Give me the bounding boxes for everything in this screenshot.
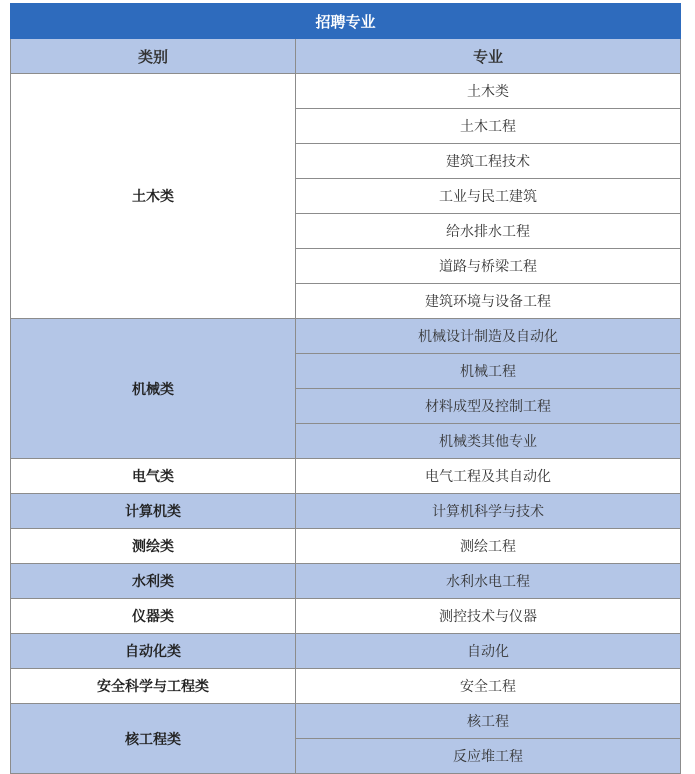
major-cell: 工业与民工建筑 (296, 179, 681, 214)
major-cell: 道路与桥梁工程 (296, 249, 681, 284)
major-cell: 反应堆工程 (296, 739, 681, 774)
major-cell: 机械类其他专业 (296, 424, 681, 459)
category-cell: 电气类 (11, 459, 296, 494)
category-cell: 计算机类 (11, 494, 296, 529)
table-row (11, 319, 681, 354)
recruitment-majors-table (10, 3, 681, 774)
category-cell: 仪器类 (11, 599, 296, 634)
table-header-row (11, 39, 681, 74)
category-cell: 土木类 (11, 74, 296, 319)
table-row (11, 529, 681, 564)
column-header-major: 专业 (296, 39, 681, 74)
table-body (11, 74, 681, 774)
table-row (11, 669, 681, 704)
major-cell: 水利水电工程 (296, 564, 681, 599)
major-cell: 电气工程及其自动化 (296, 459, 681, 494)
category-cell: 核工程类 (11, 704, 296, 774)
table-row (11, 564, 681, 599)
category-cell: 安全科学与工程类 (11, 669, 296, 704)
table-title: 招聘专业 (11, 4, 681, 39)
major-cell: 计算机科学与技术 (296, 494, 681, 529)
major-cell: 土木类 (296, 74, 681, 109)
major-cell: 建筑工程技术 (296, 144, 681, 179)
major-cell: 土木工程 (296, 109, 681, 144)
column-header-category: 类别 (11, 39, 296, 74)
table-row (11, 634, 681, 669)
table-title-row (11, 4, 681, 39)
table-row (11, 459, 681, 494)
major-cell: 测控技术与仪器 (296, 599, 681, 634)
table-row (11, 494, 681, 529)
major-cell: 给水排水工程 (296, 214, 681, 249)
category-cell: 自动化类 (11, 634, 296, 669)
recruitment-majors-table-container (10, 3, 680, 774)
table-row (11, 704, 681, 739)
major-cell: 建筑环境与设备工程 (296, 284, 681, 319)
table-row (11, 599, 681, 634)
major-cell: 安全工程 (296, 669, 681, 704)
category-cell: 水利类 (11, 564, 296, 599)
category-cell: 测绘类 (11, 529, 296, 564)
major-cell: 机械工程 (296, 354, 681, 389)
major-cell: 自动化 (296, 634, 681, 669)
major-cell: 材料成型及控制工程 (296, 389, 681, 424)
major-cell: 核工程 (296, 704, 681, 739)
category-cell: 机械类 (11, 319, 296, 459)
major-cell: 测绘工程 (296, 529, 681, 564)
table-row (11, 74, 681, 109)
major-cell: 机械设计制造及自动化 (296, 319, 681, 354)
